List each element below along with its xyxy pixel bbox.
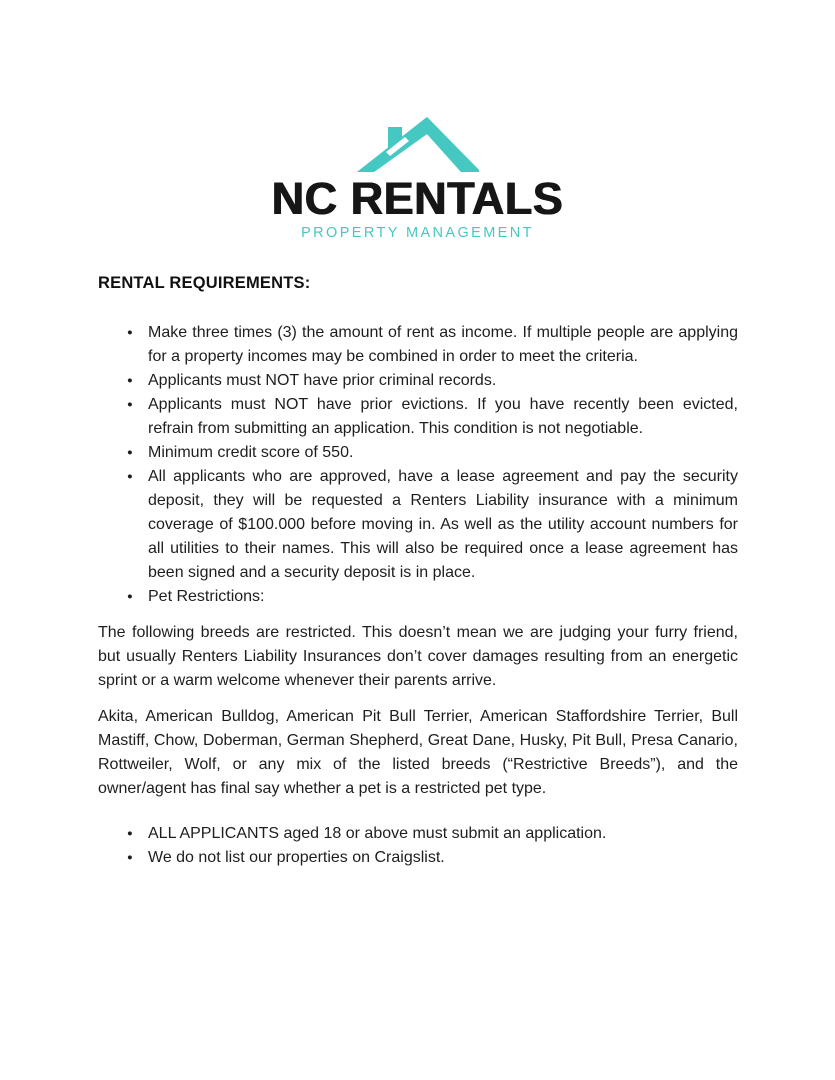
company-name: NC RENTALS: [271, 173, 564, 224]
list-item: ● We do not list our properties on Craigslist.: [148, 846, 738, 870]
document-body: [98, 271, 738, 870]
section-heading: RENTAL REQUIREMENTS:: [98, 274, 311, 292]
company-tagline: PROPERTY MANAGEMENT: [301, 225, 534, 241]
restricted-breeds-paragraph: Akita, American Bulldog, American Pit Bull Terrier, American Staffordshire Terrier, Bull Mastiff, Chow, Doberman, German Shepherd, Great Dane, Husky, Pit Bull, Presa Canario, Rottweiler, Wolf, or any mix of the listed breeds (“Restrictive Breeds”), and the owner/agent has final say whether a pet is a restricted pet type.: [98, 708, 738, 797]
list-item: ● ALL APPLICANTS aged 18 or above must submit an application.: [148, 822, 738, 846]
list-item: ● Minimum credit score of 550.: [148, 441, 738, 465]
list-item: ● Pet Restrictions:: [148, 585, 738, 609]
pet-restrictions-paragraph: The following breeds are restricted. This doesn’t mean we are judging your furry friend, but usually Renters Liability Insurances don’t cover damages resulting from an energetic sprint or a warm welcome whenever their parents arrive.: [98, 624, 738, 689]
list-item: ● Applicants must NOT have prior criminal records.: [148, 369, 738, 393]
roof-chimney-icon: [357, 116, 479, 174]
company-logo: [0, 0, 835, 241]
list-item: ● Applicants must NOT have prior evictions. If you have recently been evicted, refrain from submitting an application. This condition is not negotiable.: [148, 393, 738, 441]
notes-list: [98, 822, 738, 870]
requirements-list: [98, 321, 738, 609]
list-item: ● All applicants who are approved, have a lease agreement and pay the security deposit, they will be requested a Renters Liability insurance with a minimum coverage of $100.000 before moving in. As well as the utility account numbers for all utilities to their names. This will also be required once a lease agreement has been signed and a security deposit is in place.: [148, 465, 738, 585]
list-item: ● Make three times (3) the amount of rent as income. If multiple people are applying for a property incomes may be combined in order to meet the criteria.: [148, 321, 738, 369]
